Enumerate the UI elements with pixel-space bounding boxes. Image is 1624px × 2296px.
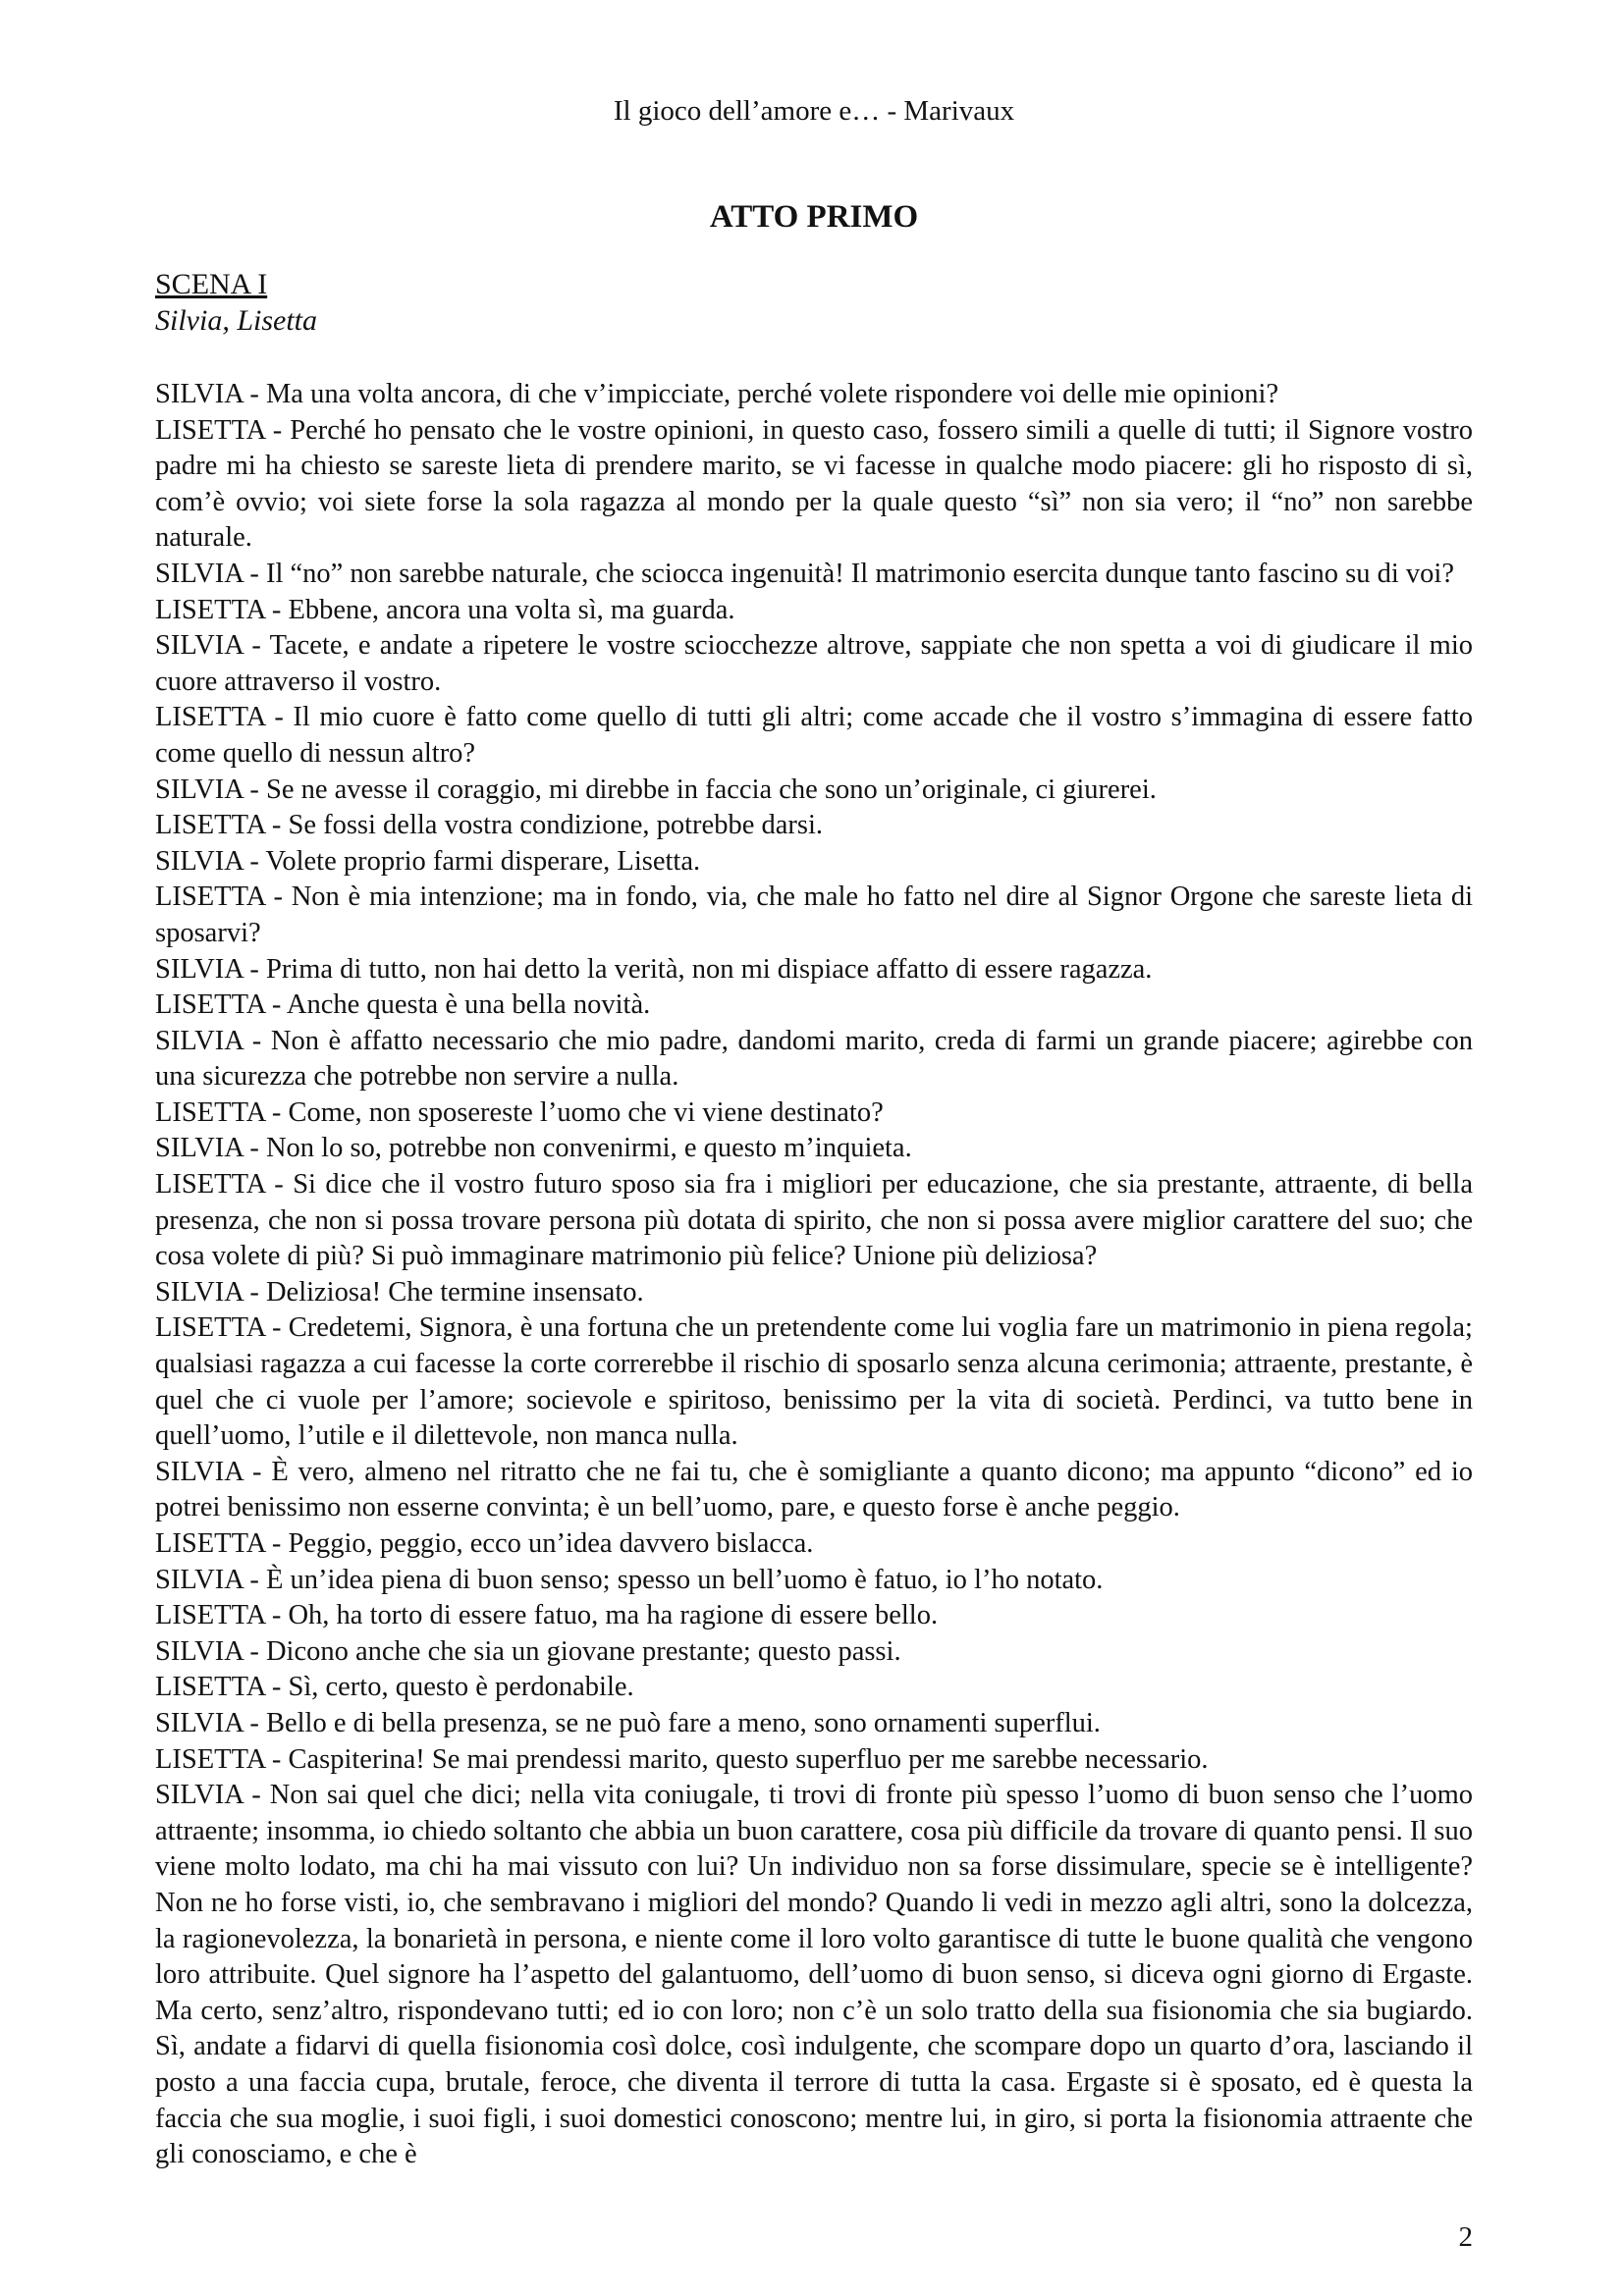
speaker-name: SILVIA — [155, 379, 244, 409]
speech-text: Come, non sposereste l’uomo che vi viene destinato? — [288, 1096, 884, 1128]
dialogue-line — [155, 1455, 1473, 1526]
speech-text: Anche questa è una bella novità. — [286, 989, 651, 1021]
dialogue-line — [155, 1167, 1473, 1275]
dialogue-line — [155, 1634, 1473, 1671]
speaker-separator: - — [264, 1528, 289, 1559]
running-header: Il gioco dell’amore e… - Marivaux — [613, 95, 1015, 127]
speaker-name: LISETTA — [155, 1528, 265, 1559]
speech-text: Volete proprio farmi disperare, Lisetta. — [265, 845, 701, 877]
speech-text: Il mio cuore è fatto come quello di tutti gli altri; come accade che il vostro s’immagina di essere fatto come quello di nessun altro? — [155, 702, 1473, 769]
dialogue-line — [155, 557, 1473, 593]
speech-text: Il “no” non sarebbe naturale, che sciocca ingenuità! Il matrimonio esercita dunque tanto fascino su di voi? — [265, 558, 1454, 589]
speech-text: Deliziosa! Che termine insensato. — [265, 1276, 644, 1308]
speaker-name: LISETTA — [155, 810, 265, 841]
dialogue-line — [155, 1275, 1473, 1311]
dialogue-line — [155, 1706, 1473, 1742]
speaker-separator: - — [264, 594, 289, 625]
speaker-name: LISETTA — [155, 1312, 265, 1344]
dialogue-line — [155, 1024, 1473, 1095]
speaker-separator: - — [243, 1635, 266, 1667]
speech-text: Bello e di bella presenza, se ne può fare a meno, sono ornamenti superflui. — [265, 1707, 1101, 1738]
dialogue-line — [155, 1598, 1473, 1634]
speaker-separator: - — [264, 1743, 289, 1775]
dialogue-line — [155, 1742, 1473, 1779]
speaker-separator: - — [264, 1096, 289, 1128]
speech-text: Sì, certo, questo è perdonabile. — [288, 1672, 634, 1703]
speech-text: Prima di tutto, non hai detto la verità, non mi dispiace affatto di essere ragazza. — [265, 953, 1153, 985]
speech-text: È un’idea piena di buon senso; spesso un bell’uomo è fatuo, io l’ho notato. — [265, 1564, 1104, 1595]
speaker-separator: - — [243, 774, 266, 805]
speaker-name: SILVIA — [155, 1780, 244, 1811]
speech-text: Dicono anche che sia un giovane prestante; questo passi. — [265, 1635, 901, 1667]
speaker-name: SILVIA — [155, 558, 244, 589]
speech-text: Caspiterina! Se mai prendessi marito, questo superfluo per me sarebbe necessario. — [288, 1743, 1209, 1775]
speaker-separator: - — [264, 1169, 294, 1201]
speech-text: Ma una volta ancora, di che v’impicciate, perché volete rispondere voi delle mie opinioni? — [265, 379, 1279, 409]
speaker-name: SILVIA — [155, 845, 244, 877]
dialogue-line — [155, 1563, 1473, 1599]
speaker-name: SILVIA — [155, 1276, 244, 1308]
speaker-name: LISETTA — [155, 1600, 265, 1631]
dialogue-line — [155, 1526, 1473, 1563]
act-title: ATTO PRIMO — [709, 199, 919, 235]
speaker-separator: - — [243, 558, 266, 589]
speaker-separator: - — [264, 702, 294, 733]
dialogue-container — [155, 377, 1473, 2173]
speaker-separator: - — [243, 1025, 271, 1056]
scene-characters: Silvia, Lisetta — [155, 304, 317, 337]
dialogue-line — [155, 700, 1473, 772]
speaker-name: SILVIA — [155, 1564, 244, 1595]
speech-text: Non lo so, potrebbe non convenirmi, e questo m’inquieta. — [265, 1133, 912, 1164]
speaker-name: LISETTA — [155, 1169, 265, 1201]
speaker-separator: - — [264, 810, 289, 841]
speaker-separator: - — [264, 989, 287, 1021]
speech-text: Peggio, peggio, ecco un’idea davvero bislacca. — [288, 1528, 814, 1559]
speaker-name: SILVIA — [155, 1707, 244, 1738]
speech-text: Ebbene, ancora una volta sì, ma guarda. — [288, 594, 735, 625]
speaker-separator: - — [243, 845, 266, 877]
speaker-separator: - — [264, 881, 292, 913]
speaker-separator: - — [243, 1276, 266, 1308]
dialogue-line — [155, 1310, 1473, 1454]
dialogue-line — [155, 1095, 1473, 1132]
speaker-name: LISETTA — [155, 702, 265, 733]
speaker-name: SILVIA — [155, 774, 244, 805]
dialogue-line — [155, 808, 1473, 844]
speaker-name: LISETTA — [155, 1672, 265, 1703]
scene-heading: SCENA I — [155, 268, 268, 300]
speaker-separator: - — [264, 1600, 289, 1631]
speaker-name: LISETTA — [155, 1096, 265, 1128]
speaker-separator: - — [243, 630, 270, 662]
speaker-separator: - — [243, 1780, 270, 1811]
page-number: 2 — [1458, 2220, 1473, 2253]
speaker-name: SILVIA — [155, 1133, 244, 1164]
dialogue-line — [155, 413, 1473, 557]
speaker-name: SILVIA — [155, 1025, 244, 1056]
speaker-separator: - — [243, 1707, 266, 1738]
dialogue-line — [155, 988, 1473, 1024]
speech-text: Se ne avesse il coraggio, mi direbbe in faccia che sono un’originale, ci giurerei. — [265, 774, 1157, 805]
speech-text: Se fossi della vostra condizione, potrebbe darsi. — [288, 810, 823, 841]
speaker-name: SILVIA — [155, 630, 244, 662]
speech-text: Non sai quel che dici; nella vita coniugale, ti trovi di fronte più spesso l’uomo di buon senso che l’uomo attraente; insomma, io chiedo soltanto che abbia un buon carattere, cosa più difficile da trovare di quanto pensi. Il suo viene molto lodato, ma chi ha mai vissuto con lui? Un individuo non sa forse dissimulare, specie se è intelligente? Non ne ho forse visti, io, che sembravano i migliori del mondo? Quando li vedi in mezzo agli altri, sono la dolcezza, la ragionevolezza, la bonarietà in persona, e niente come il loro volto garantisce di tutte le buone qualità che vengono loro attribuite. Quel signore ha l’aspetto del galantuomo, dell’uomo di buon senso, si diceva ogni giorno di Ergaste. Ma certo, senz’altro, rispondevano tutti; ed io con loro; non c’è un solo tratto della sua fisionomia che sia bugiardo. Sì, andate a fidarvi di quella fisionomia così dolce, così indulgente, che scompare dopo un quarto d’ora, lasciando il posto a una faccia cupa, brutale, feroce, che diventa il terrore di tutta la casa. Ergaste si è sposato, ed è questa la faccia che sua moglie, i suoi figli, i suoi domestici conoscono; mentre lui, in giro, si porta la fisionomia attraente che gli conosciamo, e che è — [155, 1780, 1473, 2170]
dialogue-line — [155, 952, 1473, 988]
dialogue-line — [155, 844, 1473, 881]
speaker-name: SILVIA — [155, 1635, 244, 1667]
dialogue-line — [155, 628, 1473, 700]
speech-text: Credetemi, Signora, è una fortuna che un pretendente come lui voglia fare un matrimonio in piena regola; qualsiasi ragazza a cui facesse la corte correrebbe il rischio di sposarlo senza alcuna cerimonia; attraente, prestante, è quel che ci vuole per l’amore; socievole e spiritoso, benissimo per la vita di società. Perdinci, va tutto bene in quell’uomo, l’utile e il dilettevole, non manca nulla. — [155, 1312, 1473, 1452]
speaker-separator: - — [264, 414, 291, 446]
speaker-separator: - — [243, 953, 266, 985]
speaker-name: LISETTA — [155, 989, 265, 1021]
speaker-name: LISETTA — [155, 594, 265, 625]
speaker-name: LISETTA — [155, 881, 265, 913]
speech-text: Perché ho pensato che le vostre opinioni, in questo caso, fossero simili a quelle di tutti; il Signore vostro padre mi ha chiesto se sareste lieta di prendere marito, se vi facesse in qualche modo piacere: gli ho risposto di sì, com’è ovvio; voi siete forse la sola ragazza al mondo per la quale questo “sì” non sia vero; il “no” non sarebbe naturale. — [155, 414, 1473, 554]
speaker-separator: - — [243, 1133, 266, 1164]
speaker-separator: - — [243, 379, 266, 409]
speaker-separator: - — [264, 1672, 289, 1703]
speaker-name: LISETTA — [155, 414, 265, 446]
speaker-name: SILVIA — [155, 953, 244, 985]
speech-text: Oh, ha torto di essere fatuo, ma ha ragione di essere bello. — [288, 1600, 939, 1631]
dialogue-line — [155, 880, 1473, 951]
speaker-separator: - — [243, 1456, 272, 1487]
speech-text: Non è affatto necessario che mio padre, dandomi marito, creda di farmi un grande piacere; agirebbe con una sicurezza che potrebbe non servire a nulla. — [155, 1025, 1473, 1093]
dialogue-line — [155, 593, 1473, 629]
dialogue-line — [155, 1778, 1473, 2173]
speech-text: Tacete, e andate a ripetere le vostre sciocchezze altrove, sappiate che non spetta a voi di giudicare il mio cuore attraverso il vostro. — [155, 630, 1473, 697]
dialogue-line — [155, 1131, 1473, 1167]
speaker-separator: - — [243, 1564, 266, 1595]
speaker-name: SILVIA — [155, 1456, 244, 1487]
speech-text: Non è mia intenzione; ma in fondo, via, che male ho fatto nel dire al Signor Orgone che sareste lieta di sposarvi? — [155, 881, 1473, 948]
speech-text: È vero, almeno nel ritratto che ne fai tu, che è somigliante a quanto dicono; ma appunto “dicono” ed io potrei benissimo non esserne convinta; è un bell’uomo, pare, e questo forse è anche peggio. — [155, 1456, 1473, 1523]
dialogue-line — [155, 773, 1473, 809]
dialogue-line — [155, 377, 1473, 413]
speaker-separator: - — [264, 1312, 289, 1344]
speaker-name: LISETTA — [155, 1743, 265, 1775]
speech-text: Si dice che il vostro futuro sposo sia fra i migliori per educazione, che sia prestante, attraente, di bella presenza, che non si possa trovare persona più dotata di spirito, che non si possa avere miglior carattere del suo; che cosa volete di più? Si può immaginare matrimonio più felice? Unione più deliziosa? — [155, 1169, 1473, 1272]
dialogue-line — [155, 1670, 1473, 1706]
